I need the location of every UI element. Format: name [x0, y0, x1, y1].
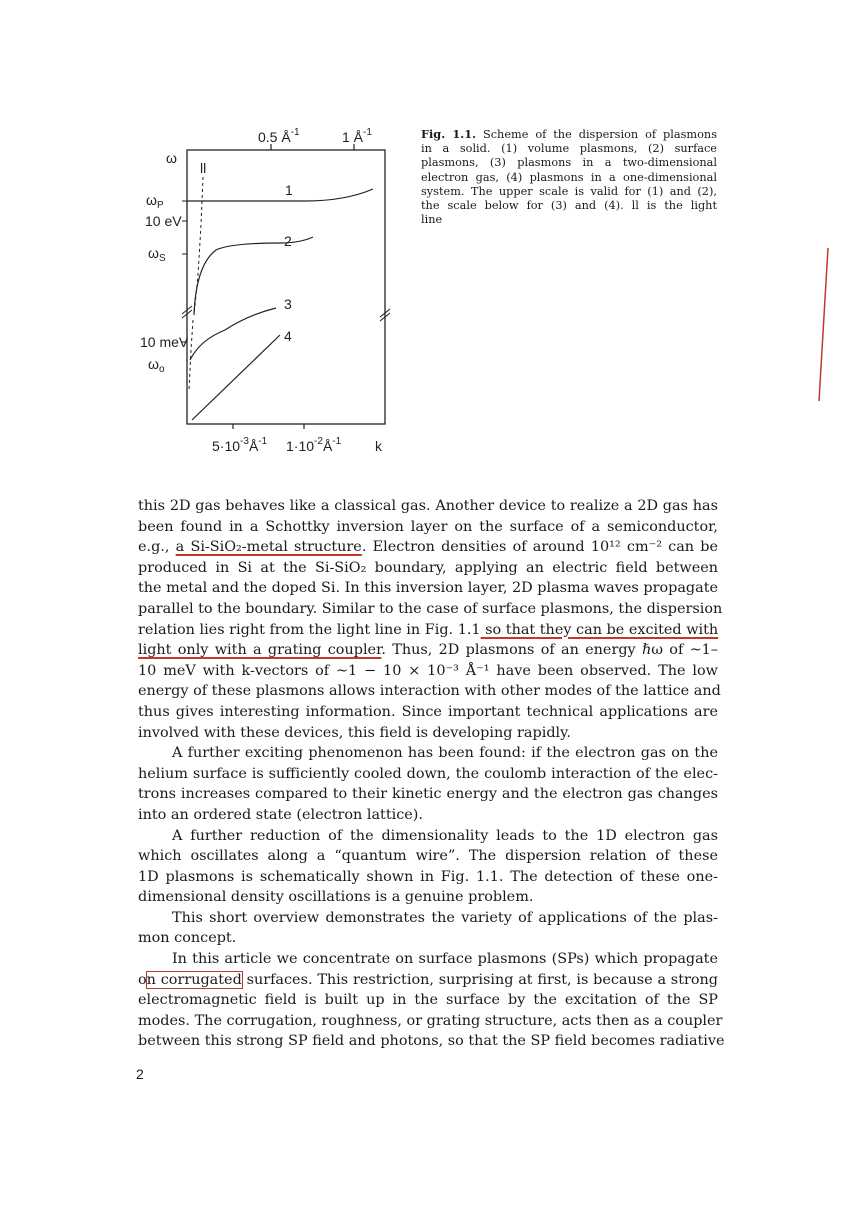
text-line: 10 meV with k-vectors of ~1 − 10 × 10⁻³ Å⁻¹ have been observed. The low [138, 662, 718, 679]
curve-label-4: 4 [284, 328, 292, 344]
y-label-10mev: 10 meV [140, 334, 189, 350]
y-label-omega-s: $\omega_S$ [148, 245, 166, 264]
text-line: dimensional density oscillations is a genuine problem. [138, 889, 534, 906]
curve-4-1d-plasmons [192, 335, 280, 420]
body-text [138, 496, 725, 1052]
text-line: This short overview demonstrates the variety of applications of the plas- [172, 909, 718, 926]
curve-2-surface-plasmons [194, 237, 313, 315]
text-line: light only with a grating coupler. Thus, 2D plasmons of an energy ℏω of ~1– [138, 642, 718, 659]
y-label-10ev: 10 eV [145, 213, 182, 229]
text-line: produced in Si at the Si-SiO₂ boundary, applying an electric field between [138, 559, 718, 576]
figure-caption [421, 127, 717, 227]
text-line: been found in a Schottky inversion layer on the surface of a semiconductor, [138, 518, 718, 535]
y-label-omega: ω [166, 150, 177, 166]
caption-lead: Fig. 1.1. [421, 127, 477, 141]
page-number: 2 [136, 1066, 144, 1082]
caption-line: plasmons, (3) plasmons in a two-dimensional [421, 156, 717, 170]
y-label-omega-0: $\omega_o$ [148, 356, 165, 375]
text-line: this 2D gas behaves like a classical gas. Another device to realize a 2D gas has [138, 498, 718, 514]
text-line: trons increases compared to their kinetic energy and the electron gas changes [138, 786, 718, 803]
curve-3-2d-plasmons [190, 308, 276, 360]
curve-label-2: 2 [284, 233, 292, 249]
text-line: A further reduction of the dimensionality leads to the 1D electron gas [172, 827, 718, 844]
text-line: on corrugated surfaces. This restriction, surprising at first, is because a strong [138, 971, 718, 988]
caption-line: the scale below for (3) and (4). ll is the light [421, 199, 717, 213]
text-line: mon concept. [138, 930, 237, 947]
caption-line: electron gas, (4) plasmons in a one-dimensional [421, 170, 717, 184]
underlined-si-sio2-structure: a Si-SiO₂-metal structure [175, 539, 362, 556]
text-line: electromagnetic field is built up in the surface by the excitation of the SP [138, 992, 718, 1009]
top-tick-label-1: 1 $Å^{-1}$ [342, 127, 372, 145]
text-line: parallel to the boundary. Similar to the case of surface plasmons, the dispersion [138, 600, 723, 617]
curve-1-volume-plasmons [187, 189, 373, 201]
underlined-grating-coupler: light only with a grating coupler [138, 642, 382, 659]
top-tick-label-0.5: 0.5 $Å^{-1}$ [258, 127, 300, 145]
text-line: modes. The corrugation, roughness, or grating structure, acts then as a coupler [138, 1012, 723, 1029]
dispersion-figure [130, 115, 420, 460]
bottom-tick-label-1e-2: $1\cdot 10^{-2}Å^{-1}$ [286, 436, 342, 454]
text-line: energy of these plasmons allows interaction with other modes of the lattice and [138, 683, 721, 700]
bottom-tick-label-5e-3: $5\cdot 10^{-3}Å^{-1}$ [212, 436, 268, 454]
caption-line: system. The upper scale is valid for (1) and (2), [421, 184, 717, 198]
text-line: relation lies right from the light line in Fig. 1.1 so that they can be excited with [138, 621, 719, 638]
curve-label-3: 3 [284, 296, 292, 312]
curve-label-1: 1 [285, 182, 293, 198]
boxed-corrugated: n corrugated [146, 971, 242, 988]
text-line: helium surface is sufficiently cooled down, the coulomb interaction of the elec- [138, 765, 718, 782]
text-line: e.g., a Si-SiO₂-metal structure. Electron densities of around 10¹² cm⁻² can be [138, 539, 719, 556]
light-line-label: ll [200, 160, 207, 176]
caption-line: line [421, 213, 443, 227]
text-line: which oscillates along a “quantum wire”. The dispersion relation of these [138, 848, 718, 865]
text-line: the metal and the doped Si. In this inversion layer, 2D plasma waves propagate [138, 580, 718, 597]
text-line: In this article we concentrate on surface plasmons (SPs) which propagate [172, 951, 718, 968]
caption-line: in a solid. (1) volume plasmons, (2) surface [421, 142, 717, 156]
text-line: 1D plasmons is schematically shown in Fig. 1.1. The detection of these one- [138, 868, 718, 885]
text-line: involved with these devices, this field is developing rapidly. [138, 724, 571, 741]
text-line: between this strong SP field and photons, so that the SP field becomes radiative [138, 1033, 725, 1050]
underlined-excited-with: so that they can be excited with [480, 621, 719, 638]
text-line: thus gives interesting information. Since important technical applications are [138, 703, 718, 720]
caption-line: Fig. 1.1. Scheme of the dispersion of plasmons [421, 127, 717, 141]
x-axis-label-k: k [375, 438, 382, 454]
text-line: into an ordered state (electron lattice). [138, 806, 423, 823]
y-label-omega-p: $\omega_P$ [146, 192, 164, 211]
text-line: A further exciting phenomenon has been found: if the electron gas on the [172, 745, 718, 762]
margin-annotation-line [812, 246, 832, 406]
